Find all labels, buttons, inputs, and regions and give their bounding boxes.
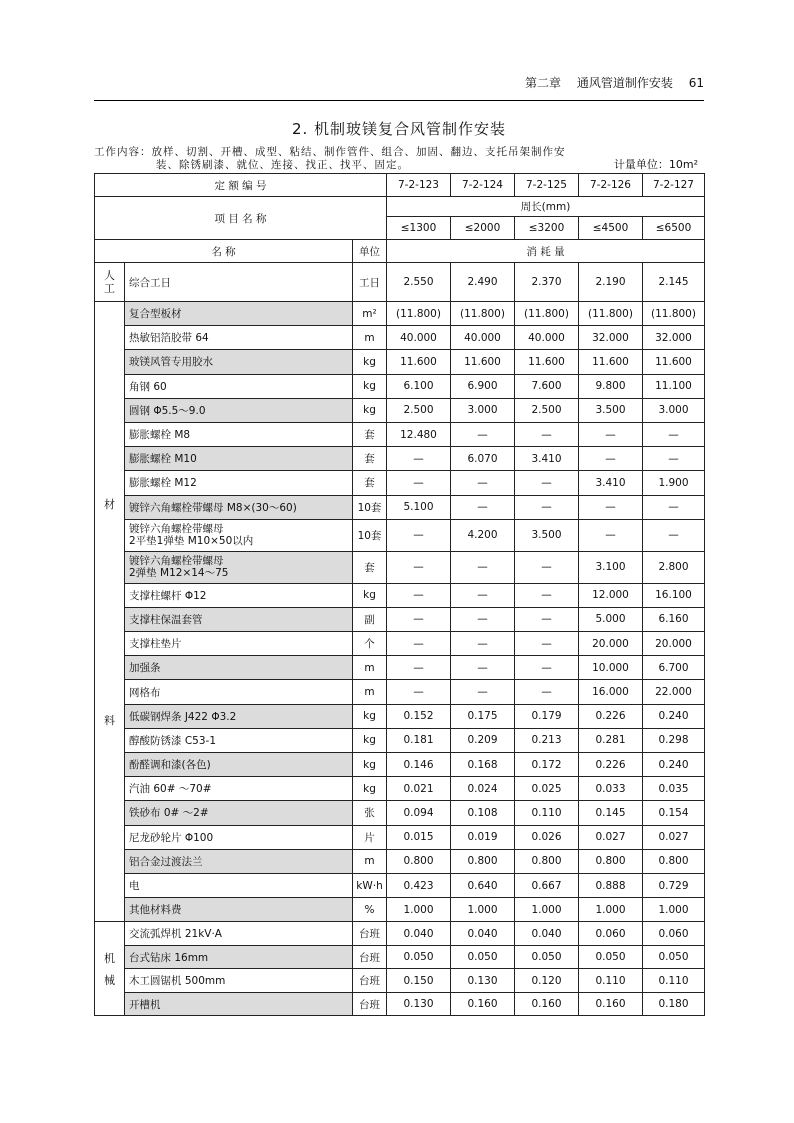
item-unit: 片 xyxy=(353,825,387,849)
item-value: 11.600 xyxy=(515,350,579,374)
item-name xyxy=(125,551,353,583)
item-value: 0.423 xyxy=(387,873,451,897)
item-value: 0.800 xyxy=(643,849,705,873)
item-name: 低碳钢焊条 J422 Φ3.2 xyxy=(125,704,353,728)
item-value: — xyxy=(515,583,579,607)
item-value: 0.050 xyxy=(579,945,643,969)
item-value: 0.050 xyxy=(643,945,705,969)
material-row xyxy=(95,302,705,326)
consume-header: 消 耗 量 xyxy=(387,240,705,263)
category-char: 料 xyxy=(104,713,115,727)
item-value: 0.050 xyxy=(387,945,451,969)
category-material xyxy=(95,302,125,922)
item-value: 0.108 xyxy=(451,801,515,825)
material-row xyxy=(95,326,705,350)
header-rule xyxy=(94,100,704,101)
item-unit: m xyxy=(353,849,387,873)
work-content-line-1: 工作内容：放样、切割、开槽、成型、粘结、制作管件、组合、加固、翻边、支托吊架制作安 xyxy=(94,146,566,158)
item-value: 0.800 xyxy=(515,849,579,873)
item-value: 12.480 xyxy=(387,422,451,446)
work-content-line-2: 装、除锈刷漆、就位、连接、找正、找平、固定。 xyxy=(156,159,409,171)
name-header: 名 称 xyxy=(95,240,353,263)
item-unit: kW·h xyxy=(353,873,387,897)
item-value: 6.900 xyxy=(451,374,515,398)
item-value: (11.800) xyxy=(643,302,705,326)
item-value: 0.209 xyxy=(451,728,515,752)
material-row xyxy=(95,398,705,422)
item-value: — xyxy=(643,447,705,471)
item-value: 2.550 xyxy=(387,263,451,302)
item-value: 0.152 xyxy=(387,704,451,728)
item-value: 0.024 xyxy=(451,777,515,801)
item-value: 0.160 xyxy=(579,992,643,1016)
item-unit: 套 xyxy=(353,471,387,495)
item-name: 加强条 xyxy=(125,656,353,680)
item-value: 0.180 xyxy=(643,992,705,1016)
material-row xyxy=(95,873,705,897)
item-value: — xyxy=(451,422,515,446)
item-value: 0.027 xyxy=(579,825,643,849)
item-value: 12.000 xyxy=(579,583,643,607)
item-value: 0.130 xyxy=(451,969,515,993)
item-unit: kg xyxy=(353,777,387,801)
item-name: 交流弧焊机 21kV·A xyxy=(125,922,353,946)
item-value: 11.600 xyxy=(643,350,705,374)
item-value: — xyxy=(387,583,451,607)
item-value: 2.500 xyxy=(515,398,579,422)
machine-row xyxy=(95,945,705,969)
item-value: 0.298 xyxy=(643,728,705,752)
perimeter-value: ≤6500 xyxy=(643,217,705,240)
item-name: 木工圆锯机 500mm xyxy=(125,969,353,993)
category-char: 械 xyxy=(104,973,115,987)
quota-code: 7-2-123 xyxy=(387,174,451,197)
item-value: — xyxy=(451,632,515,656)
item-value: 0.026 xyxy=(515,825,579,849)
item-value: 0.025 xyxy=(515,777,579,801)
item-value: 0.667 xyxy=(515,873,579,897)
item-unit: m² xyxy=(353,302,387,326)
page-number: 61 xyxy=(688,76,704,90)
item-value: 3.410 xyxy=(579,471,643,495)
item-value: 0.800 xyxy=(387,849,451,873)
item-value: — xyxy=(451,583,515,607)
item-value: 0.060 xyxy=(643,922,705,946)
item-value: 0.146 xyxy=(387,753,451,777)
item-value: 5.100 xyxy=(387,495,451,519)
item-value: — xyxy=(451,680,515,704)
item-name: 圆钢 Φ5.5～9.0 xyxy=(125,398,353,422)
item-value: 0.120 xyxy=(515,969,579,993)
item-name: 综合工日 xyxy=(125,263,353,302)
item-value: 0.160 xyxy=(451,992,515,1016)
item-unit: 台班 xyxy=(353,922,387,946)
item-value: 0.040 xyxy=(387,922,451,946)
material-row xyxy=(95,801,705,825)
material-row xyxy=(95,704,705,728)
item-value: 3.000 xyxy=(451,398,515,422)
item-value: 0.181 xyxy=(387,728,451,752)
item-value: 2.500 xyxy=(387,398,451,422)
item-value: — xyxy=(387,632,451,656)
item-name-line-1: 镀锌六角螺栓带螺母 xyxy=(129,523,224,536)
quota-label: 定 额 编 号 xyxy=(95,174,387,197)
item-value: — xyxy=(515,422,579,446)
item-value: 0.033 xyxy=(579,777,643,801)
material-row xyxy=(95,350,705,374)
item-value: — xyxy=(387,607,451,631)
item-name: 膨胀螺栓 M10 xyxy=(125,447,353,471)
item-value: 0.226 xyxy=(579,704,643,728)
item-value: 0.213 xyxy=(515,728,579,752)
item-value: 6.160 xyxy=(643,607,705,631)
item-value: 0.168 xyxy=(451,753,515,777)
item-value: 0.240 xyxy=(643,753,705,777)
item-name: 开槽机 xyxy=(125,992,353,1016)
item-value: 40.000 xyxy=(451,326,515,350)
item-value: — xyxy=(515,471,579,495)
item-value: (11.800) xyxy=(515,302,579,326)
item-name: 支撑柱垫片 xyxy=(125,632,353,656)
item-label: 项 目 名 称 xyxy=(95,197,387,240)
item-unit: m xyxy=(353,326,387,350)
item-value: 9.800 xyxy=(579,374,643,398)
item-value: 3.100 xyxy=(579,551,643,583)
quota-code-row xyxy=(95,174,705,197)
item-name: 酚醛调和漆(各色) xyxy=(125,753,353,777)
material-row xyxy=(95,825,705,849)
item-unit: 套 xyxy=(353,422,387,446)
item-value: 0.040 xyxy=(515,922,579,946)
item-unit: kg xyxy=(353,374,387,398)
item-value: 0.015 xyxy=(387,825,451,849)
item-value: 0.172 xyxy=(515,753,579,777)
perimeter-value: ≤2000 xyxy=(451,217,515,240)
item-value: 0.800 xyxy=(579,849,643,873)
item-value: 0.027 xyxy=(643,825,705,849)
machine-row xyxy=(95,922,705,946)
item-unit: kg xyxy=(353,583,387,607)
item-value: 0.019 xyxy=(451,825,515,849)
item-value: 32.000 xyxy=(643,326,705,350)
item-unit: m xyxy=(353,656,387,680)
item-name: 电 xyxy=(125,873,353,897)
category-labor xyxy=(95,263,125,302)
item-value: — xyxy=(579,519,643,551)
item-value: — xyxy=(579,447,643,471)
item-value: — xyxy=(387,447,451,471)
chapter-label: 第二章 xyxy=(525,76,562,90)
item-value: 0.110 xyxy=(515,801,579,825)
category-char: 材 xyxy=(104,497,115,511)
item-value: 11.600 xyxy=(579,350,643,374)
item-value: 0.035 xyxy=(643,777,705,801)
perimeter-header-row xyxy=(95,197,705,217)
item-value: 0.729 xyxy=(643,873,705,897)
item-value: 1.000 xyxy=(579,898,643,922)
page-title: 2. 机制玻镁复合风管制作安装 xyxy=(291,120,507,138)
item-value: — xyxy=(515,495,579,519)
item-value: 11.100 xyxy=(643,374,705,398)
item-value: 1.000 xyxy=(515,898,579,922)
item-value: 0.130 xyxy=(387,992,451,1016)
item-value: — xyxy=(643,495,705,519)
item-value: 6.070 xyxy=(451,447,515,471)
item-value: 0.640 xyxy=(451,873,515,897)
item-value: — xyxy=(451,471,515,495)
item-name: 汽油 60# ～70# xyxy=(125,777,353,801)
item-value: 11.600 xyxy=(387,350,451,374)
material-row xyxy=(95,728,705,752)
material-row xyxy=(95,680,705,704)
item-value: 0.179 xyxy=(515,704,579,728)
section-label: 通风管道制作安装 xyxy=(576,76,673,90)
item-unit: 台班 xyxy=(353,992,387,1016)
perimeter-value: ≤4500 xyxy=(579,217,643,240)
item-value: — xyxy=(451,607,515,631)
item-value: — xyxy=(451,495,515,519)
perimeter-value: ≤3200 xyxy=(515,217,579,240)
material-row xyxy=(95,849,705,873)
item-name: 支撑柱螺杆 Φ12 xyxy=(125,583,353,607)
item-value: — xyxy=(387,656,451,680)
item-unit: m xyxy=(353,680,387,704)
column-header-row xyxy=(95,240,705,263)
item-value: 0.226 xyxy=(579,753,643,777)
item-value: 0.160 xyxy=(515,992,579,1016)
item-value: 0.240 xyxy=(643,704,705,728)
item-value: 0.040 xyxy=(451,922,515,946)
material-row xyxy=(95,777,705,801)
material-row xyxy=(95,495,705,519)
category-char: 机 xyxy=(104,951,115,965)
item-name: 角钢 60 xyxy=(125,374,353,398)
item-value: 20.000 xyxy=(643,632,705,656)
item-value: — xyxy=(515,632,579,656)
item-unit: % xyxy=(353,898,387,922)
material-row xyxy=(95,471,705,495)
item-value: 0.110 xyxy=(579,969,643,993)
item-name: 醇酸防锈漆 C53-1 xyxy=(125,728,353,752)
item-value: 0.110 xyxy=(643,969,705,993)
item-name-line-1: 镀锌六角螺栓带螺母 xyxy=(129,555,224,568)
item-value: — xyxy=(643,422,705,446)
item-name: 玻镁风管专用胶水 xyxy=(125,350,353,374)
item-unit: 10套 xyxy=(353,495,387,519)
item-value: (11.800) xyxy=(451,302,515,326)
item-unit: 副 xyxy=(353,607,387,631)
item-unit: kg xyxy=(353,753,387,777)
category-machine xyxy=(95,922,125,1016)
labor-row xyxy=(95,263,705,302)
material-row xyxy=(95,583,705,607)
item-unit: 个 xyxy=(353,632,387,656)
item-name: 铁砂布 0# ～2# xyxy=(125,801,353,825)
item-value: 2.145 xyxy=(643,263,705,302)
item-value: — xyxy=(451,551,515,583)
item-name: 其他材料费 xyxy=(125,898,353,922)
quota-code: 7-2-126 xyxy=(579,174,643,197)
perimeter-label: 周长(mm) xyxy=(387,197,705,217)
item-name-line-2: 2弹垫 M12×14～75 xyxy=(129,567,229,580)
item-value: 2.370 xyxy=(515,263,579,302)
item-value: 3.500 xyxy=(579,398,643,422)
material-row xyxy=(95,422,705,446)
item-name: 铝合金过渡法兰 xyxy=(125,849,353,873)
item-value: 6.100 xyxy=(387,374,451,398)
quota-table xyxy=(94,173,705,1016)
item-name: 膨胀螺栓 M8 xyxy=(125,422,353,446)
item-value: 40.000 xyxy=(387,326,451,350)
item-value: 2.490 xyxy=(451,263,515,302)
item-unit: 工日 xyxy=(353,263,387,302)
item-value: 40.000 xyxy=(515,326,579,350)
running-header xyxy=(94,74,704,92)
item-value: 16.000 xyxy=(579,680,643,704)
category-char: 工 xyxy=(104,282,115,295)
item-value: 0.800 xyxy=(451,849,515,873)
item-value: 1.900 xyxy=(643,471,705,495)
quota-code: 7-2-124 xyxy=(451,174,515,197)
item-unit: kg xyxy=(353,704,387,728)
item-unit: 套 xyxy=(353,551,387,583)
unit-header: 单位 xyxy=(353,240,387,263)
item-value: — xyxy=(515,607,579,631)
item-name: 膨胀螺栓 M12 xyxy=(125,471,353,495)
item-value: 0.888 xyxy=(579,873,643,897)
item-value: 0.021 xyxy=(387,777,451,801)
item-value: 32.000 xyxy=(579,326,643,350)
quota-code: 7-2-127 xyxy=(643,174,705,197)
measurement-unit: 计量单位：10m² xyxy=(613,158,698,171)
item-value: 3.500 xyxy=(515,519,579,551)
category-char: 人 xyxy=(104,269,115,282)
item-value: 2.190 xyxy=(579,263,643,302)
item-unit: 10套 xyxy=(353,519,387,551)
item-value: — xyxy=(515,551,579,583)
item-unit: kg xyxy=(353,350,387,374)
item-unit: 张 xyxy=(353,801,387,825)
material-row xyxy=(95,551,705,583)
item-name: 尼龙砂轮片 Φ100 xyxy=(125,825,353,849)
item-value: (11.800) xyxy=(387,302,451,326)
material-row xyxy=(95,374,705,398)
item-value: 0.050 xyxy=(451,945,515,969)
item-value: 16.100 xyxy=(643,583,705,607)
material-row xyxy=(95,607,705,631)
quota-code: 7-2-125 xyxy=(515,174,579,197)
material-row xyxy=(95,447,705,471)
item-name: 台式钻床 16mm xyxy=(125,945,353,969)
item-value: 6.700 xyxy=(643,656,705,680)
item-value: 0.050 xyxy=(515,945,579,969)
item-value: 3.410 xyxy=(515,447,579,471)
item-unit: kg xyxy=(353,728,387,752)
machine-row xyxy=(95,969,705,993)
item-value: — xyxy=(515,656,579,680)
item-name: 网格布 xyxy=(125,680,353,704)
item-value: — xyxy=(451,656,515,680)
item-value: 10.000 xyxy=(579,656,643,680)
item-value: — xyxy=(643,519,705,551)
item-value: — xyxy=(579,422,643,446)
item-value: (11.800) xyxy=(579,302,643,326)
item-value: 4.200 xyxy=(451,519,515,551)
item-unit: kg xyxy=(353,398,387,422)
item-value: 0.150 xyxy=(387,969,451,993)
material-row xyxy=(95,632,705,656)
item-value: 22.000 xyxy=(643,680,705,704)
machine-row xyxy=(95,992,705,1016)
item-value: — xyxy=(387,551,451,583)
item-unit: 台班 xyxy=(353,969,387,993)
item-value: 7.600 xyxy=(515,374,579,398)
item-value: 0.094 xyxy=(387,801,451,825)
item-name: 支撑柱保温套管 xyxy=(125,607,353,631)
item-unit: 套 xyxy=(353,447,387,471)
item-value: 2.800 xyxy=(643,551,705,583)
item-name: 复合型板材 xyxy=(125,302,353,326)
item-name-line-2: 2平垫1弹垫 M10×50以内 xyxy=(129,535,254,548)
item-value: 20.000 xyxy=(579,632,643,656)
item-value: 1.000 xyxy=(643,898,705,922)
item-value: — xyxy=(387,471,451,495)
item-value: — xyxy=(387,519,451,551)
item-value: — xyxy=(387,680,451,704)
item-value: 0.145 xyxy=(579,801,643,825)
item-value: 1.000 xyxy=(387,898,451,922)
item-value: 0.154 xyxy=(643,801,705,825)
item-name: 热敏铝箔胶带 64 xyxy=(125,326,353,350)
item-unit: 台班 xyxy=(353,945,387,969)
item-value: 11.600 xyxy=(451,350,515,374)
item-name: 镀锌六角螺栓带螺母 M8×(30～60) xyxy=(125,495,353,519)
item-value: 1.000 xyxy=(451,898,515,922)
material-row xyxy=(95,519,705,551)
perimeter-value: ≤1300 xyxy=(387,217,451,240)
item-value: 3.000 xyxy=(643,398,705,422)
material-row xyxy=(95,656,705,680)
item-value: — xyxy=(515,680,579,704)
material-row xyxy=(95,898,705,922)
item-value: 5.000 xyxy=(579,607,643,631)
item-value: — xyxy=(579,495,643,519)
item-value: 0.175 xyxy=(451,704,515,728)
material-row xyxy=(95,753,705,777)
item-value: 0.060 xyxy=(579,922,643,946)
item-value: 0.281 xyxy=(579,728,643,752)
work-content xyxy=(94,146,654,172)
item-name xyxy=(125,519,353,551)
